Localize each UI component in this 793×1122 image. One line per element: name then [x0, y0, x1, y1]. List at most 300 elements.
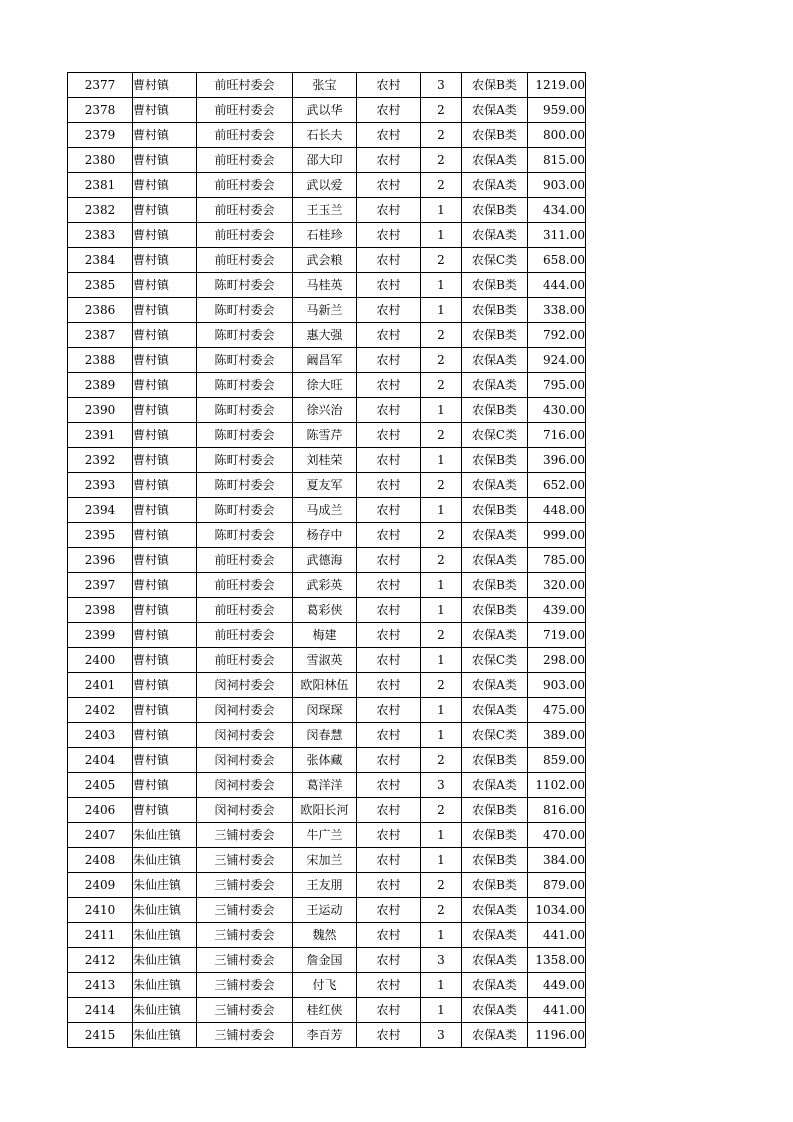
row-number: 2385 [68, 273, 133, 298]
household-type-cell: 农村 [357, 523, 421, 548]
village-cell: 陈町村委会 [197, 448, 293, 473]
table-row [68, 173, 586, 198]
member-count-cell: 1 [421, 698, 462, 723]
table-row [68, 548, 586, 573]
village-cell: 三铺村委会 [197, 973, 293, 998]
village-cell: 闵祠村委会 [197, 723, 293, 748]
row-number: 2404 [68, 748, 133, 773]
amount-cell: 441.00 [528, 923, 586, 948]
amount-cell: 384.00 [528, 848, 586, 873]
town-cell: 曹村镇 [133, 623, 197, 648]
table-row [68, 1023, 586, 1048]
village-cell: 前旺村委会 [197, 548, 293, 573]
insurance-category-cell: 农保C类 [462, 248, 528, 273]
village-cell: 前旺村委会 [197, 198, 293, 223]
insurance-category-cell: 农保C类 [462, 648, 528, 673]
insurance-category-cell: 农保A类 [462, 623, 528, 648]
member-count-cell: 1 [421, 848, 462, 873]
row-number: 2387 [68, 323, 133, 348]
name-cell: 葛彩侠 [293, 598, 357, 623]
table-row [68, 123, 586, 148]
town-cell: 曹村镇 [133, 123, 197, 148]
table-row [68, 823, 586, 848]
household-type-cell: 农村 [357, 148, 421, 173]
household-type-cell: 农村 [357, 498, 421, 523]
member-count-cell: 2 [421, 373, 462, 398]
town-cell: 曹村镇 [133, 173, 197, 198]
row-number: 2391 [68, 423, 133, 448]
household-type-cell: 农村 [357, 248, 421, 273]
town-cell: 曹村镇 [133, 198, 197, 223]
town-cell: 曹村镇 [133, 398, 197, 423]
insurance-category-cell: 农保A类 [462, 673, 528, 698]
name-cell: 王友朋 [293, 873, 357, 898]
village-cell: 三铺村委会 [197, 923, 293, 948]
amount-cell: 816.00 [528, 798, 586, 823]
member-count-cell: 1 [421, 823, 462, 848]
row-number: 2401 [68, 673, 133, 698]
amount-cell: 859.00 [528, 748, 586, 773]
insurance-category-cell: 农保A类 [462, 948, 528, 973]
household-type-cell: 农村 [357, 573, 421, 598]
row-number: 2409 [68, 873, 133, 898]
household-type-cell: 农村 [357, 823, 421, 848]
row-number: 2398 [68, 598, 133, 623]
table-row [68, 698, 586, 723]
insurance-category-cell: 农保A类 [462, 898, 528, 923]
household-type-cell: 农村 [357, 98, 421, 123]
row-number: 2388 [68, 348, 133, 373]
member-count-cell: 2 [421, 873, 462, 898]
name-cell: 石长夫 [293, 123, 357, 148]
member-count-cell: 3 [421, 1023, 462, 1048]
town-cell: 曹村镇 [133, 323, 197, 348]
name-cell: 闵琛琛 [293, 698, 357, 723]
member-count-cell: 1 [421, 273, 462, 298]
member-count-cell: 1 [421, 198, 462, 223]
village-cell: 陈町村委会 [197, 298, 293, 323]
insurance-category-cell: 农保A类 [462, 148, 528, 173]
insurance-category-cell: 农保A类 [462, 973, 528, 998]
row-number: 2403 [68, 723, 133, 748]
table-row [68, 373, 586, 398]
household-type-cell: 农村 [357, 773, 421, 798]
insurance-category-cell: 农保B类 [462, 448, 528, 473]
insurance-category-cell: 农保B类 [462, 198, 528, 223]
village-cell: 闵祠村委会 [197, 748, 293, 773]
village-cell: 陈町村委会 [197, 348, 293, 373]
member-count-cell: 1 [421, 923, 462, 948]
town-cell: 曹村镇 [133, 648, 197, 673]
table-row [68, 98, 586, 123]
row-number: 2390 [68, 398, 133, 423]
table-row [68, 423, 586, 448]
name-cell: 魏然 [293, 923, 357, 948]
town-cell: 曹村镇 [133, 498, 197, 523]
insurance-category-cell: 农保A类 [462, 98, 528, 123]
row-number: 2411 [68, 923, 133, 948]
table-row [68, 948, 586, 973]
row-number: 2377 [68, 73, 133, 98]
amount-cell: 389.00 [528, 723, 586, 748]
household-type-cell: 农村 [357, 873, 421, 898]
member-count-cell: 1 [421, 998, 462, 1023]
village-cell: 前旺村委会 [197, 148, 293, 173]
name-cell: 武以华 [293, 98, 357, 123]
member-count-cell: 2 [421, 248, 462, 273]
table-row [68, 448, 586, 473]
table-row [68, 673, 586, 698]
table-row [68, 498, 586, 523]
name-cell: 欧阳长河 [293, 798, 357, 823]
row-number: 2402 [68, 698, 133, 723]
village-cell: 前旺村委会 [197, 223, 293, 248]
village-cell: 前旺村委会 [197, 598, 293, 623]
member-count-cell: 2 [421, 173, 462, 198]
name-cell: 武德海 [293, 548, 357, 573]
town-cell: 曹村镇 [133, 798, 197, 823]
village-cell: 三铺村委会 [197, 948, 293, 973]
table-row [68, 148, 586, 173]
household-type-cell: 农村 [357, 123, 421, 148]
village-cell: 陈町村委会 [197, 423, 293, 448]
household-type-cell: 农村 [357, 173, 421, 198]
town-cell: 曹村镇 [133, 698, 197, 723]
table-row [68, 248, 586, 273]
row-number: 2412 [68, 948, 133, 973]
table-row [68, 848, 586, 873]
town-cell: 曹村镇 [133, 223, 197, 248]
amount-cell: 785.00 [528, 548, 586, 573]
village-cell: 三铺村委会 [197, 1023, 293, 1048]
amount-cell: 959.00 [528, 98, 586, 123]
member-count-cell: 1 [421, 398, 462, 423]
town-cell: 朱仙庄镇 [133, 873, 197, 898]
insurance-category-cell: 农保C类 [462, 423, 528, 448]
insurance-category-cell: 农保B类 [462, 123, 528, 148]
row-number: 2383 [68, 223, 133, 248]
insurance-category-cell: 农保A类 [462, 173, 528, 198]
town-cell: 曹村镇 [133, 148, 197, 173]
name-cell: 桂红侠 [293, 998, 357, 1023]
town-cell: 曹村镇 [133, 673, 197, 698]
name-cell: 陈雪芹 [293, 423, 357, 448]
amount-cell: 448.00 [528, 498, 586, 523]
insurance-category-cell: 农保B类 [462, 873, 528, 898]
table-row [68, 923, 586, 948]
insurance-category-cell: 农保A类 [462, 373, 528, 398]
member-count-cell: 2 [421, 548, 462, 573]
member-count-cell: 1 [421, 648, 462, 673]
name-cell: 王运动 [293, 898, 357, 923]
member-count-cell: 3 [421, 773, 462, 798]
household-type-cell: 农村 [357, 423, 421, 448]
town-cell: 曹村镇 [133, 748, 197, 773]
name-cell: 阚昌军 [293, 348, 357, 373]
amount-cell: 658.00 [528, 248, 586, 273]
household-type-cell: 农村 [357, 673, 421, 698]
town-cell: 曹村镇 [133, 448, 197, 473]
member-count-cell: 3 [421, 73, 462, 98]
name-cell: 王玉兰 [293, 198, 357, 223]
household-type-cell: 农村 [357, 548, 421, 573]
row-number: 2394 [68, 498, 133, 523]
table-row [68, 348, 586, 373]
village-cell: 前旺村委会 [197, 623, 293, 648]
village-cell: 陈町村委会 [197, 273, 293, 298]
amount-cell: 434.00 [528, 198, 586, 223]
town-cell: 朱仙庄镇 [133, 898, 197, 923]
insurance-category-cell: 农保A类 [462, 348, 528, 373]
amount-cell: 1034.00 [528, 898, 586, 923]
name-cell: 邵大印 [293, 148, 357, 173]
household-type-cell: 农村 [357, 298, 421, 323]
row-number: 2414 [68, 998, 133, 1023]
household-type-cell: 农村 [357, 948, 421, 973]
table-row [68, 573, 586, 598]
household-type-cell: 农村 [357, 198, 421, 223]
name-cell: 欧阳林伍 [293, 673, 357, 698]
row-number: 2413 [68, 973, 133, 998]
insurance-category-cell: 农保B类 [462, 323, 528, 348]
member-count-cell: 1 [421, 573, 462, 598]
insurance-category-cell: 农保A类 [462, 1023, 528, 1048]
member-count-cell: 2 [421, 123, 462, 148]
amount-cell: 439.00 [528, 598, 586, 623]
household-type-cell: 农村 [357, 973, 421, 998]
row-number: 2400 [68, 648, 133, 673]
village-cell: 陈町村委会 [197, 373, 293, 398]
table-row [68, 398, 586, 423]
household-type-cell: 农村 [357, 323, 421, 348]
member-count-cell: 2 [421, 898, 462, 923]
town-cell: 曹村镇 [133, 598, 197, 623]
row-number: 2380 [68, 148, 133, 173]
insurance-category-cell: 农保C类 [462, 723, 528, 748]
town-cell: 朱仙庄镇 [133, 923, 197, 948]
household-type-cell: 农村 [357, 473, 421, 498]
village-cell: 三铺村委会 [197, 898, 293, 923]
household-type-cell: 农村 [357, 273, 421, 298]
member-count-cell: 1 [421, 298, 462, 323]
town-cell: 朱仙庄镇 [133, 973, 197, 998]
household-type-cell: 农村 [357, 698, 421, 723]
village-cell: 前旺村委会 [197, 173, 293, 198]
town-cell: 曹村镇 [133, 548, 197, 573]
table-row [68, 523, 586, 548]
name-cell: 詹金国 [293, 948, 357, 973]
insurance-category-cell: 农保B类 [462, 748, 528, 773]
town-cell: 曹村镇 [133, 573, 197, 598]
name-cell: 惠大强 [293, 323, 357, 348]
member-count-cell: 1 [421, 973, 462, 998]
village-cell: 闵祠村委会 [197, 773, 293, 798]
name-cell: 马桂英 [293, 273, 357, 298]
member-count-cell: 1 [421, 498, 462, 523]
amount-cell: 1219.00 [528, 73, 586, 98]
amount-cell: 1196.00 [528, 1023, 586, 1048]
town-cell: 朱仙庄镇 [133, 948, 197, 973]
name-cell: 武会粮 [293, 248, 357, 273]
village-cell: 前旺村委会 [197, 573, 293, 598]
town-cell: 曹村镇 [133, 473, 197, 498]
member-count-cell: 2 [421, 148, 462, 173]
household-type-cell: 农村 [357, 598, 421, 623]
village-cell: 前旺村委会 [197, 123, 293, 148]
town-cell: 曹村镇 [133, 423, 197, 448]
name-cell: 刘桂荣 [293, 448, 357, 473]
name-cell: 梅建 [293, 623, 357, 648]
roster-body [68, 73, 586, 1048]
row-number: 2381 [68, 173, 133, 198]
village-cell: 闵祠村委会 [197, 673, 293, 698]
insurance-category-cell: 农保B类 [462, 273, 528, 298]
village-cell: 陈町村委会 [197, 323, 293, 348]
table-row [68, 773, 586, 798]
town-cell: 曹村镇 [133, 298, 197, 323]
name-cell: 杨存中 [293, 523, 357, 548]
table-row [68, 973, 586, 998]
table-row [68, 473, 586, 498]
insurance-category-cell: 农保A类 [462, 473, 528, 498]
table-row [68, 598, 586, 623]
member-count-cell: 2 [421, 423, 462, 448]
member-count-cell: 1 [421, 723, 462, 748]
name-cell: 张体藏 [293, 748, 357, 773]
amount-cell: 800.00 [528, 123, 586, 148]
row-number: 2393 [68, 473, 133, 498]
row-number: 2405 [68, 773, 133, 798]
household-type-cell: 农村 [357, 898, 421, 923]
town-cell: 朱仙庄镇 [133, 848, 197, 873]
household-type-cell: 农村 [357, 1023, 421, 1048]
amount-cell: 338.00 [528, 298, 586, 323]
name-cell: 李百芳 [293, 1023, 357, 1048]
amount-cell: 441.00 [528, 998, 586, 1023]
town-cell: 曹村镇 [133, 98, 197, 123]
member-count-cell: 2 [421, 798, 462, 823]
household-type-cell: 农村 [357, 223, 421, 248]
insurance-category-cell: 农保B类 [462, 73, 528, 98]
table-row [68, 73, 586, 98]
insurance-category-cell: 农保B类 [462, 823, 528, 848]
town-cell: 曹村镇 [133, 373, 197, 398]
row-number: 2392 [68, 448, 133, 473]
row-number: 2389 [68, 373, 133, 398]
table-row [68, 873, 586, 898]
amount-cell: 430.00 [528, 398, 586, 423]
name-cell: 徐大旺 [293, 373, 357, 398]
member-count-cell: 2 [421, 673, 462, 698]
member-count-cell: 2 [421, 348, 462, 373]
household-type-cell: 农村 [357, 398, 421, 423]
amount-cell: 475.00 [528, 698, 586, 723]
member-count-cell: 2 [421, 748, 462, 773]
name-cell: 牛广兰 [293, 823, 357, 848]
name-cell: 闵春慧 [293, 723, 357, 748]
insurance-category-cell: 农保B类 [462, 573, 528, 598]
table-row [68, 798, 586, 823]
table-row [68, 198, 586, 223]
name-cell: 石桂珍 [293, 223, 357, 248]
row-number: 2407 [68, 823, 133, 848]
name-cell: 徐兴治 [293, 398, 357, 423]
amount-cell: 449.00 [528, 973, 586, 998]
member-count-cell: 2 [421, 623, 462, 648]
village-cell: 前旺村委会 [197, 73, 293, 98]
row-number: 2396 [68, 548, 133, 573]
village-cell: 闵祠村委会 [197, 798, 293, 823]
table-row [68, 648, 586, 673]
amount-cell: 716.00 [528, 423, 586, 448]
table-row [68, 298, 586, 323]
table-row [68, 623, 586, 648]
insurance-category-cell: 农保A类 [462, 923, 528, 948]
table-row [68, 898, 586, 923]
name-cell: 马新兰 [293, 298, 357, 323]
table-row [68, 273, 586, 298]
town-cell: 朱仙庄镇 [133, 1023, 197, 1048]
name-cell: 葛洋洋 [293, 773, 357, 798]
town-cell: 朱仙庄镇 [133, 998, 197, 1023]
amount-cell: 470.00 [528, 823, 586, 848]
amount-cell: 719.00 [528, 623, 586, 648]
town-cell: 曹村镇 [133, 523, 197, 548]
amount-cell: 879.00 [528, 873, 586, 898]
insurance-category-cell: 农保A类 [462, 523, 528, 548]
village-cell: 陈町村委会 [197, 398, 293, 423]
insurance-category-cell: 农保B类 [462, 798, 528, 823]
amount-cell: 999.00 [528, 523, 586, 548]
village-cell: 陈町村委会 [197, 523, 293, 548]
row-number: 2382 [68, 198, 133, 223]
table-row [68, 323, 586, 348]
household-type-cell: 农村 [357, 73, 421, 98]
amount-cell: 795.00 [528, 373, 586, 398]
member-count-cell: 1 [421, 598, 462, 623]
name-cell: 武以爱 [293, 173, 357, 198]
insurance-category-cell: 农保B类 [462, 498, 528, 523]
household-type-cell: 农村 [357, 623, 421, 648]
amount-cell: 815.00 [528, 148, 586, 173]
village-cell: 前旺村委会 [197, 98, 293, 123]
insurance-category-cell: 农保A类 [462, 998, 528, 1023]
row-number: 2397 [68, 573, 133, 598]
household-type-cell: 农村 [357, 848, 421, 873]
town-cell: 曹村镇 [133, 73, 197, 98]
row-number: 2399 [68, 623, 133, 648]
member-count-cell: 2 [421, 473, 462, 498]
table-row [68, 223, 586, 248]
town-cell: 朱仙庄镇 [133, 823, 197, 848]
household-type-cell: 农村 [357, 373, 421, 398]
row-number: 2379 [68, 123, 133, 148]
amount-cell: 1358.00 [528, 948, 586, 973]
row-number: 2378 [68, 98, 133, 123]
household-type-cell: 农村 [357, 998, 421, 1023]
amount-cell: 652.00 [528, 473, 586, 498]
village-cell: 三铺村委会 [197, 873, 293, 898]
amount-cell: 298.00 [528, 648, 586, 673]
amount-cell: 903.00 [528, 673, 586, 698]
town-cell: 曹村镇 [133, 348, 197, 373]
insurance-category-cell: 农保B类 [462, 298, 528, 323]
amount-cell: 792.00 [528, 323, 586, 348]
member-count-cell: 1 [421, 448, 462, 473]
member-count-cell: 3 [421, 948, 462, 973]
name-cell: 宋加兰 [293, 848, 357, 873]
row-number: 2415 [68, 1023, 133, 1048]
